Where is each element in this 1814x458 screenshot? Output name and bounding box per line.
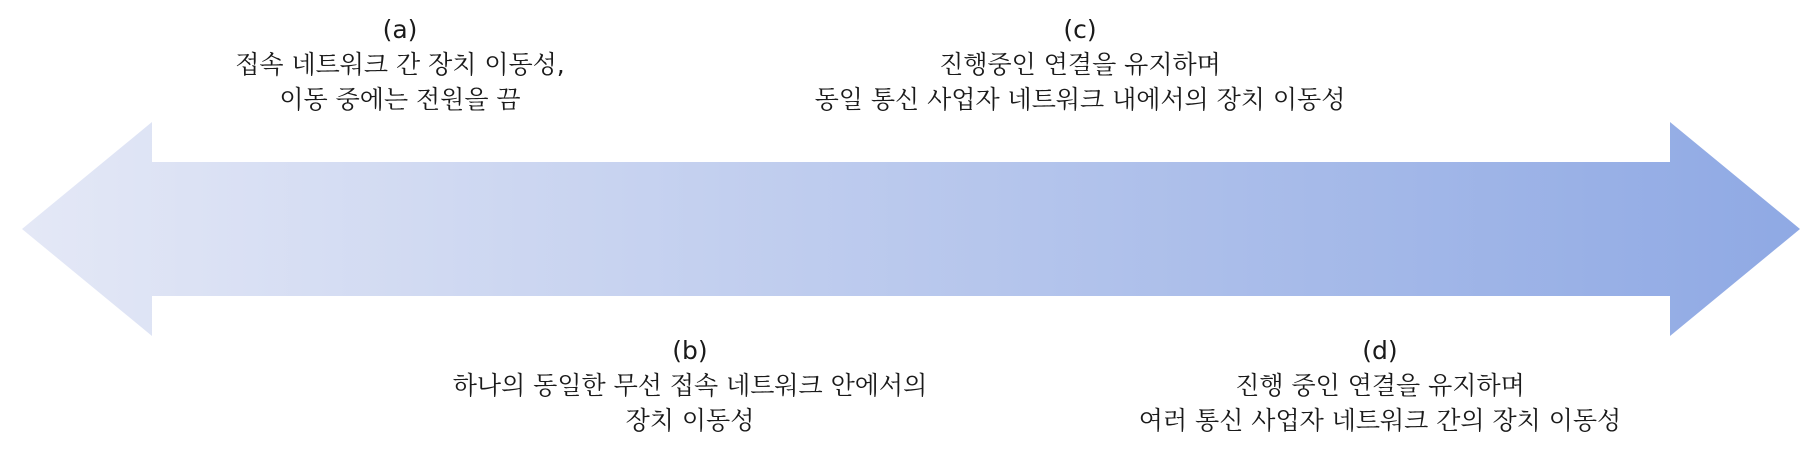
label-d-line-2: 여러 통신 사업자 네트워크 간의 장치 이동성 bbox=[1138, 406, 1622, 435]
label-c-id: (c) bbox=[1063, 15, 1097, 44]
label-c-line-1: 진행중인 연결을 유지하며 bbox=[939, 50, 1221, 79]
label-c-line-2: 동일 통신 사업자 네트워크 내에서의 장치 이동성 bbox=[814, 85, 1346, 114]
label-b bbox=[390, 333, 990, 438]
label-d bbox=[1080, 333, 1680, 438]
label-a-line-2: 이동 중에는 전원을 끔 bbox=[279, 85, 521, 114]
label-a-line-1: 접속 네트워크 간 장치 이동성, bbox=[235, 50, 565, 79]
arrow-shape bbox=[22, 122, 1800, 336]
label-b-line-1: 하나의 동일한 무선 접속 네트워크 안에서의 bbox=[452, 371, 928, 400]
label-d-id: (d) bbox=[1362, 336, 1398, 365]
label-d-line-1: 진행 중인 연결을 유지하며 bbox=[1235, 371, 1525, 400]
label-b-id: (b) bbox=[672, 336, 708, 365]
label-b-line-2: 장치 이동성 bbox=[625, 406, 755, 435]
label-c bbox=[760, 12, 1400, 117]
label-a bbox=[180, 12, 620, 117]
label-a-id: (a) bbox=[382, 15, 418, 44]
